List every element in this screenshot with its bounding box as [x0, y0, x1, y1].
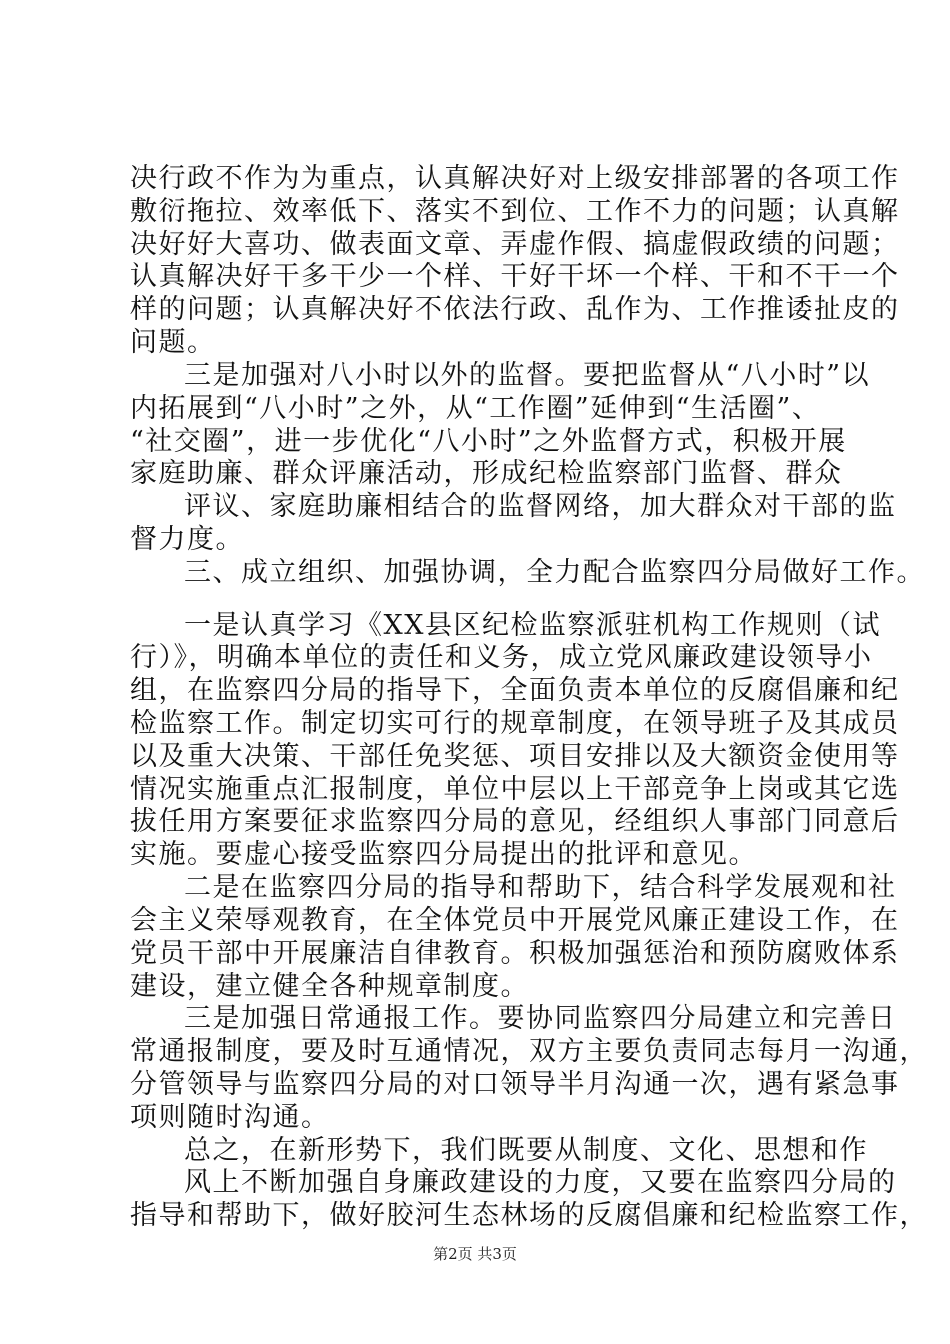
- text-line: “社交圈”，进一步优化“八小时”之外监督方式，积极开展: [130, 426, 847, 457]
- text-line: 决行政不作为为重点，认真解决好对上级安排部署的各项工作: [130, 163, 900, 194]
- text-line: 情况实施重点汇报制度，单位中层以上干部竞争上岗或其它选: [130, 774, 900, 805]
- text-line: 会主义荣辱观教育，在全体党员中开展党风廉正建设工作，在: [130, 905, 900, 936]
- paragraph-start-line: 三是加强对八小时以外的监督。要把监督从“八小时”以: [184, 360, 871, 391]
- text-line: 分管领导与监察四分局的对口领导半月沟通一次，遇有紧急事: [130, 1069, 900, 1100]
- text-line: 项则随时沟通。: [130, 1102, 330, 1133]
- text-line: 评议、家庭助廉相结合的监督网络，加大群众对干部的监: [184, 491, 897, 522]
- text-line: 指导和帮助下，做好胶河生态林场的反腐倡廉和纪检监察工作，: [130, 1200, 928, 1231]
- text-line: 拔任用方案要征求监察四分局的意见，经组织人事部门同意后: [130, 806, 900, 837]
- paragraph-start-line: 三是加强日常通报工作。要协同监察四分局建立和完善日: [184, 1003, 897, 1034]
- text-line: 党员干部中开展廉洁自律教育。积极加强惩治和预防腐败体系: [130, 938, 900, 969]
- section-heading: 三、成立组织、加强协调，全力配合监察四分局做好工作。: [184, 557, 925, 588]
- text-line: 常通报制度，要及时互通情况，双方主要负责同志每月一沟通，: [130, 1036, 928, 1067]
- text-line: 内拓展到“八小时”之外，从“工作圈”延伸到“生活圈”、: [130, 393, 821, 424]
- paragraph-start-line: 二是在监察四分局的指导和帮助下，结合科学发展观和社: [184, 872, 897, 903]
- text-line: 认真解决好干多干少一个样、干好干坏一个样、干和不干一个: [130, 261, 900, 292]
- text-line: 决好好大喜功、做表面文章、弄虚作假、搞虚假政绩的问题；: [130, 229, 900, 260]
- paragraph-start-line: 总之，在新形势下，我们既要从制度、文化、思想和作: [184, 1135, 868, 1166]
- text-line: 建设，建立健全各种规章制度。: [130, 971, 529, 1002]
- text-line: 行）》，明确本单位的责任和义务，成立党风廉政建设领导小: [130, 642, 873, 673]
- text-line: 敷衍拖拉、效率低下、落实不到位、工作不力的问题；认真解: [130, 196, 900, 227]
- text-line: 风上不断加强自身廉政建设的力度，又要在监察四分局的: [184, 1167, 897, 1198]
- text-line: 样的问题；认真解决好不依法行政、乱作为、工作推诿扯皮的: [130, 294, 900, 325]
- paragraph-start-line: 一是认真学习《XX县区纪检监察派驻机构工作规则（试: [184, 610, 881, 641]
- text-line: 家庭助廉、群众评廉活动，形成纪检监察部门监督、群众: [130, 458, 843, 489]
- text-line: 以及重大决策、干部任免奖惩、项目安排以及大额资金使用等: [130, 741, 900, 772]
- text-line: 组，在监察四分局的指导下，全面负责本单位的反腐倡廉和纪: [130, 675, 900, 706]
- page-number-footer: 第2页 共3页: [433, 1245, 517, 1263]
- text-line: 问题。: [130, 327, 216, 358]
- text-line: 实施。要虚心接受监察四分局提出的批评和意见。: [130, 839, 757, 870]
- text-line: 督力度。: [130, 524, 244, 555]
- text-line: 检监察工作。制定切实可行的规章制度，在领导班子及其成员: [130, 708, 900, 739]
